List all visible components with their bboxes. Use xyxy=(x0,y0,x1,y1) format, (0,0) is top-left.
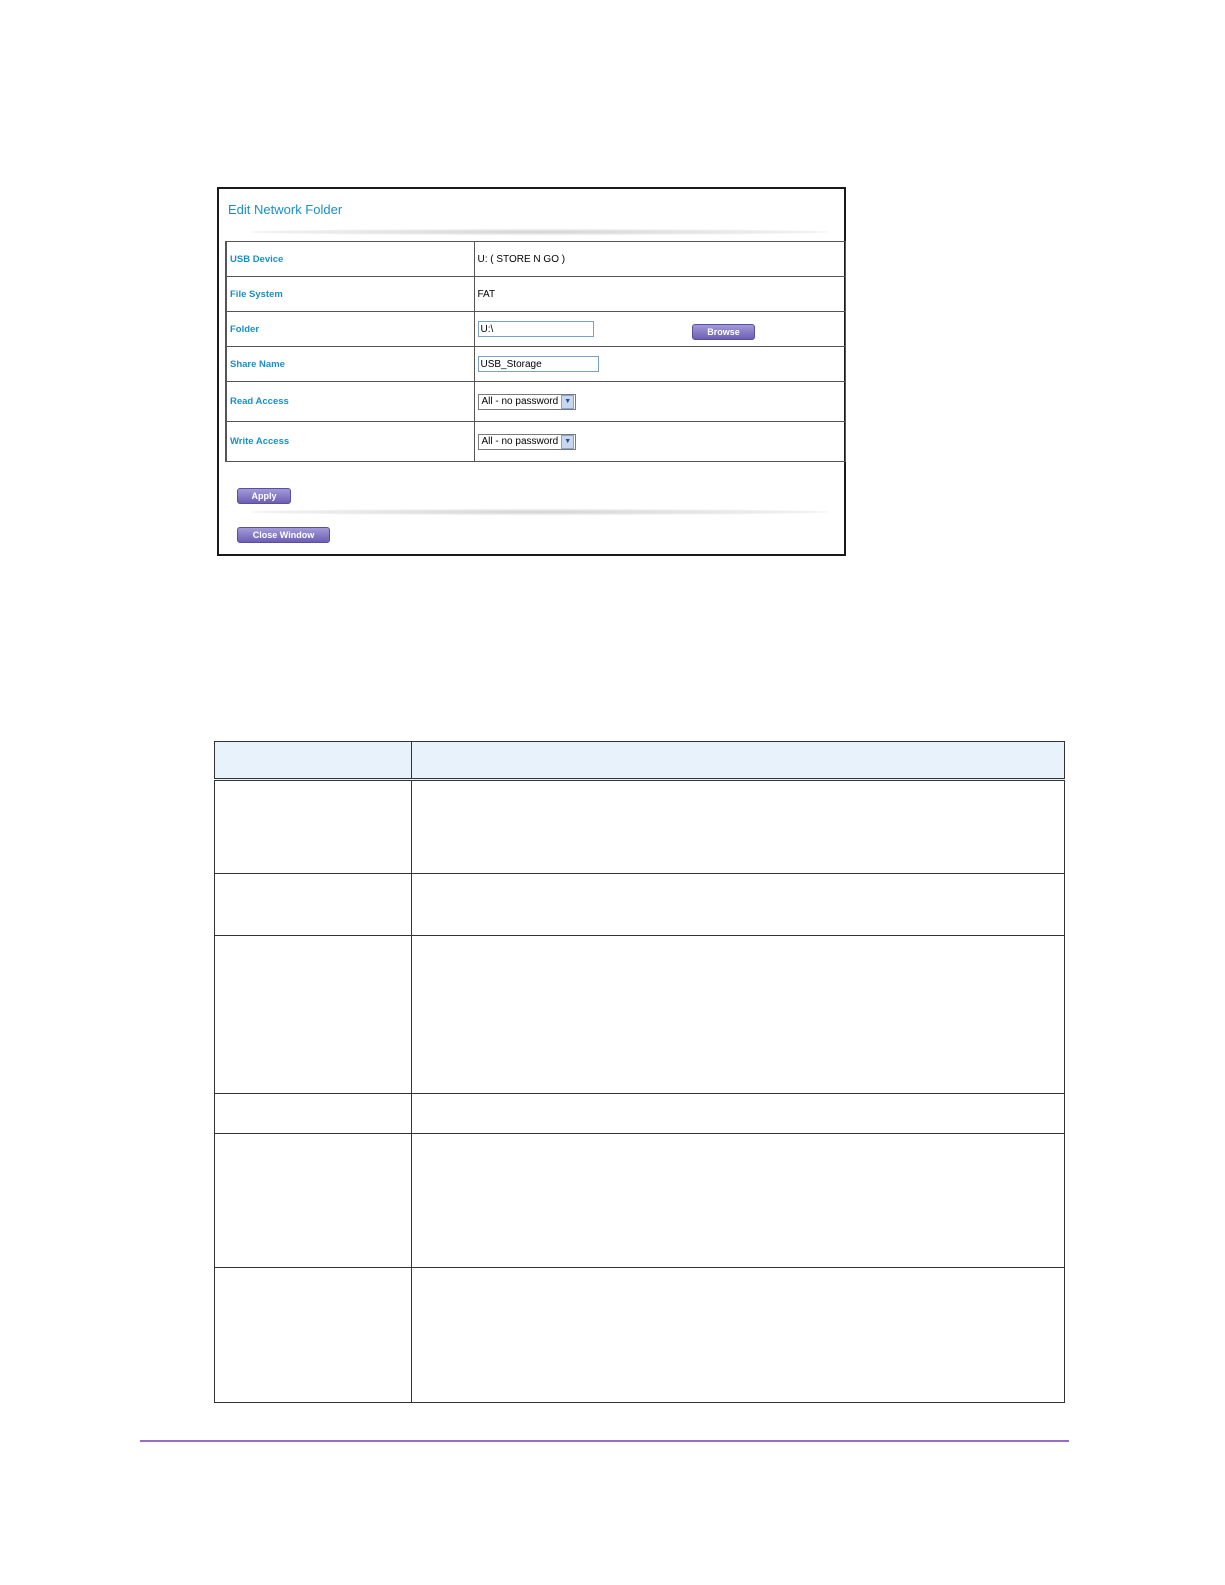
chevron-down-icon[interactable]: ▼ xyxy=(561,395,574,409)
table-cell xyxy=(412,936,1065,1094)
table-cell xyxy=(412,874,1065,936)
write-access-select[interactable] xyxy=(478,434,577,450)
folder-label: Folder xyxy=(226,312,474,347)
settings-description-table xyxy=(214,741,1065,1403)
close-window-button[interactable]: Close Window xyxy=(237,527,330,543)
table-cell xyxy=(215,1134,412,1268)
table-row xyxy=(226,242,846,277)
folder-cell xyxy=(474,312,846,347)
table-cell xyxy=(215,1094,412,1134)
share-name-cell xyxy=(474,347,846,382)
usb-device-value: U: ( STORE N GO ) xyxy=(474,242,846,277)
header-cell-setting xyxy=(215,742,412,780)
table-cell xyxy=(215,874,412,936)
table-cell xyxy=(412,1134,1065,1268)
table-cell xyxy=(215,936,412,1094)
table-cell xyxy=(215,1268,412,1403)
write-access-label: Write Access xyxy=(226,422,474,462)
read-access-select[interactable] xyxy=(478,394,577,410)
table-row xyxy=(226,277,846,312)
share-name-label: Share Name xyxy=(226,347,474,382)
chevron-down-icon[interactable]: ▼ xyxy=(561,435,574,449)
read-access-cell xyxy=(474,382,846,422)
share-name-input[interactable] xyxy=(478,356,599,372)
table-header-row xyxy=(215,742,1065,780)
table-row xyxy=(215,1268,1065,1403)
read-access-label: Read Access xyxy=(226,382,474,422)
write-access-selected-value: All - no password xyxy=(481,436,559,447)
file-system-value: FAT xyxy=(474,277,846,312)
table-row xyxy=(226,422,846,462)
read-access-selected-value: All - no password xyxy=(481,396,559,407)
apply-button[interactable]: Apply xyxy=(237,488,291,504)
usb-device-label: USB Device xyxy=(226,242,474,277)
panel-title: Edit Network Folder xyxy=(228,202,343,217)
table-row xyxy=(215,936,1065,1094)
table-row xyxy=(226,382,846,422)
header-cell-description xyxy=(412,742,1065,780)
table-row xyxy=(226,347,846,382)
title-divider xyxy=(249,229,829,235)
write-access-cell xyxy=(474,422,846,462)
file-system-label: File System xyxy=(226,277,474,312)
edit-network-folder-panel xyxy=(217,187,846,556)
folder-settings-table xyxy=(225,241,846,462)
table-cell xyxy=(215,780,412,874)
table-row xyxy=(215,780,1065,874)
table-row xyxy=(215,1094,1065,1134)
table-cell xyxy=(412,1094,1065,1134)
folder-input[interactable] xyxy=(478,321,594,337)
footer-divider xyxy=(140,1440,1069,1442)
bottom-divider xyxy=(249,509,829,515)
table-row xyxy=(215,1134,1065,1268)
table-cell xyxy=(412,1268,1065,1403)
browse-button[interactable]: Browse xyxy=(692,324,755,340)
table-cell xyxy=(412,780,1065,874)
table-row xyxy=(215,874,1065,936)
